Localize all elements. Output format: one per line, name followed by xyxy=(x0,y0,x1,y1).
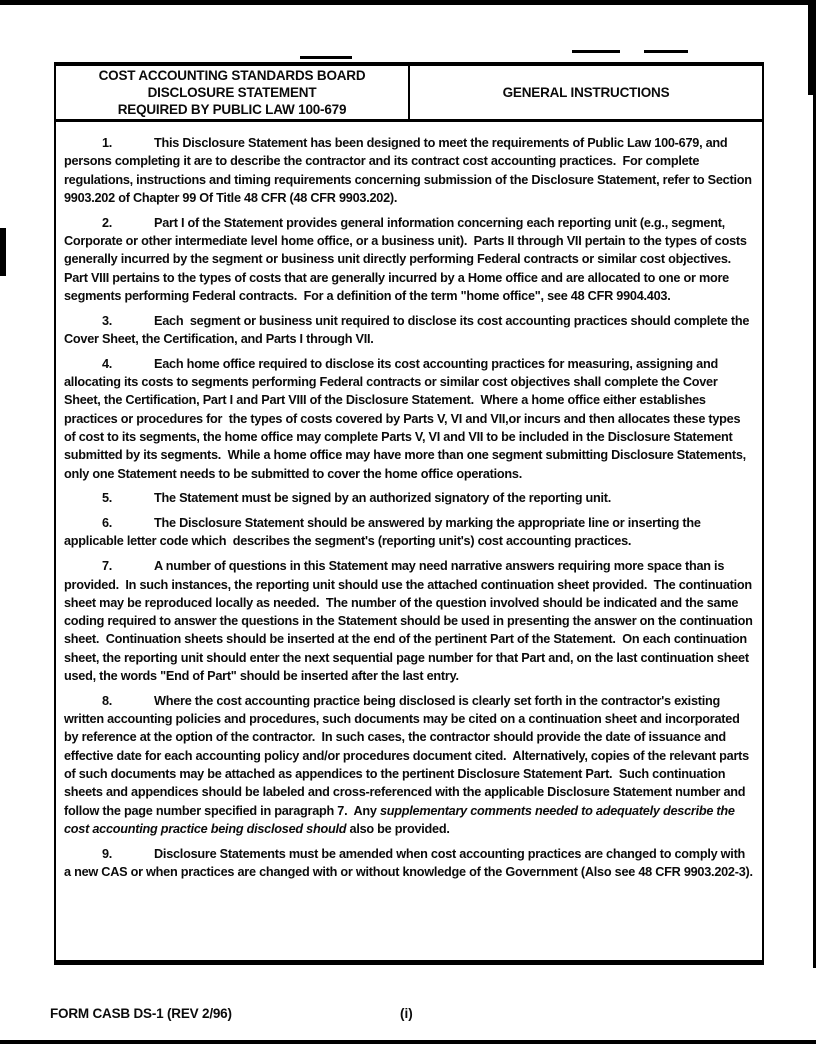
instruction-paragraph-6 xyxy=(64,514,753,551)
form-title-line-3: REQUIRED BY PUBLIC LAW 100-679 xyxy=(117,102,347,117)
paragraph-number: 1. xyxy=(102,136,113,150)
paragraph-text-segment: Part I of the Statement provides general information concerning each reporting unit (e.g., segment, Corporate or other intermediate level home office, or a business unit). Parts II through VII pertain to the types of costs generally incurred by the segment or business unit directly performing Federal contracts or similar cost objectives. Part VIII pertains to the types of costs that are generally incurred by a Home office and are allocated to one or more segments performing Federal contracts. For a definition of the term "home office", see 48 CFR 9904.403. xyxy=(64,215,750,303)
form-header xyxy=(54,62,764,122)
scan-artifact-dash xyxy=(300,56,352,59)
instruction-paragraph-7 xyxy=(64,557,756,685)
instruction-paragraph-8 xyxy=(64,692,753,838)
instruction-paragraph-1 xyxy=(64,134,753,207)
page-number: (i) xyxy=(400,1006,413,1021)
paragraph-number: 4. xyxy=(102,356,113,371)
instruction-paragraph-2 xyxy=(64,214,753,305)
paragraph-number: 8. xyxy=(102,693,113,708)
form-title-line-1: COST ACCOUNTING STANDARDS BOARD xyxy=(98,68,366,83)
form-title-line-2: DISCLOSURE STATEMENT xyxy=(147,85,317,100)
scan-artifact-left-blob xyxy=(0,228,6,276)
instruction-paragraph-3 xyxy=(64,312,753,349)
paragraph-text-segment: Each segment or business unit required to disclose its cost accounting practices should complete the Cover Sheet, the Certification, and Parts I through VII. xyxy=(64,313,753,346)
form-body xyxy=(54,62,764,965)
paragraph-text-segment: Disclosure Statements must be amended when cost accounting practices are changed to comply with a new CAS or when practices are changed with or without knowledge of the Government (Also see 48 CFR 9903.202-3). xyxy=(64,846,753,879)
scan-artifact-top-edge xyxy=(0,0,816,5)
paragraph-number: 5. xyxy=(102,491,113,506)
paragraph-text-segment: supplementary comments needed to adequately describe the cost accounting practice being disclosed should xyxy=(64,803,738,836)
paragraph-text-segment: This Disclosure Statement has been designed to meet the requirements of Public Law 100-679, and persons completing it are to describe the contractor and its contract cost accounting practices. For complete regulations, instructions and timing requirements concerning submission of the Disclosure Statement, refer to Section 9903.202 of Chapter 99 Of Title 48 CFR (48 CFR 9903.202). xyxy=(64,136,755,205)
form-id-footer: FORM CASB DS-1 (REV 2/96) xyxy=(50,1006,232,1021)
paragraph-text-segment: Each home office required to disclose its cost accounting practices for measuring, assigning and allocating its costs to segments performing Federal contracts or similar cost objectives shall complete the Cover Sheet, the Certification, Part I and Part VIII of the Disclosure Statement. Where a home office either establishes practices or procedures for the types of costs covered by Parts V, VI and VII,or incurs and then allocates these types of cost to its segments, the home office may complete Parts V, VI and VII to be included in the Disclosure Statement submitted by its segments. While a home office may have more than one segment submitting Disclosure Statements, only one Statement needs to be submitted to cover the home office operations. xyxy=(64,356,750,481)
paragraph-text-segment: Where the cost accounting practice being disclosed is clearly set forth in the contractor's existing written accounting policies and procedures, such documents may be cited on a continuation sheet and incorporated by reference at the option of the contractor. In such cases, the contractor should provide the date of issuance and effective date for each accounting policy and/or procedures document cited. Alternatively, copies of the relevant parts of such documents may be attached as appendices to the pertinent Disclosure Statement Part. Such continuation sheets and appendices should be labeled and cross-referenced with the applicable Disclosure Statement number and follow the page number specified in paragraph 7. Any xyxy=(64,693,753,818)
scan-artifact-bottom-edge xyxy=(0,1040,816,1044)
instruction-paragraph-9 xyxy=(64,845,753,882)
paragraph-number: 9. xyxy=(102,846,113,861)
scan-artifact-right-top xyxy=(808,0,816,95)
paragraph-number: 3. xyxy=(102,313,113,328)
paragraph-text-segment: The Statement must be signed by an authorized signatory of the reporting unit. xyxy=(154,491,612,506)
scan-artifact-dash xyxy=(644,50,688,53)
paragraph-text-segment: The Disclosure Statement should be answered by marking the appropriate line or inserting the applicable letter code which describes the segment's (reporting unit's) cost accounting practices. xyxy=(64,516,704,549)
paragraph-text-segment: also be provided. xyxy=(349,821,450,836)
paragraph-number: 6. xyxy=(102,516,113,531)
form-title-block xyxy=(56,66,410,119)
paragraph-number: 7. xyxy=(102,559,113,574)
paragraph-text-segment: A number of questions in this Statement may need narrative answers requiring more space than is provided. In such instances, the reporting unit should use the attached continuation sheet provided. The continuation sheet may be reproduced locally as needed. The number of the question involved should be indicated and the same coding required to answer the questions in the Statement should be used in presenting the answer on the continuation sheet. Continuation sheets should be inserted at the end of the pertinent Part of the Statement. On each continuation sheet, the reporting unit should enter the next sequential page number for that Part and, on the last continuation sheet used, the words "End of Part" should be inserted after the last entry. xyxy=(64,559,756,684)
paragraph-number: 2. xyxy=(102,215,113,230)
section-title: GENERAL INSTRUCTIONS xyxy=(502,85,670,100)
instruction-paragraph-5 xyxy=(64,489,753,507)
instructions-body xyxy=(54,122,764,965)
scan-artifact-dash xyxy=(572,50,620,53)
instruction-paragraph-4 xyxy=(64,355,753,483)
